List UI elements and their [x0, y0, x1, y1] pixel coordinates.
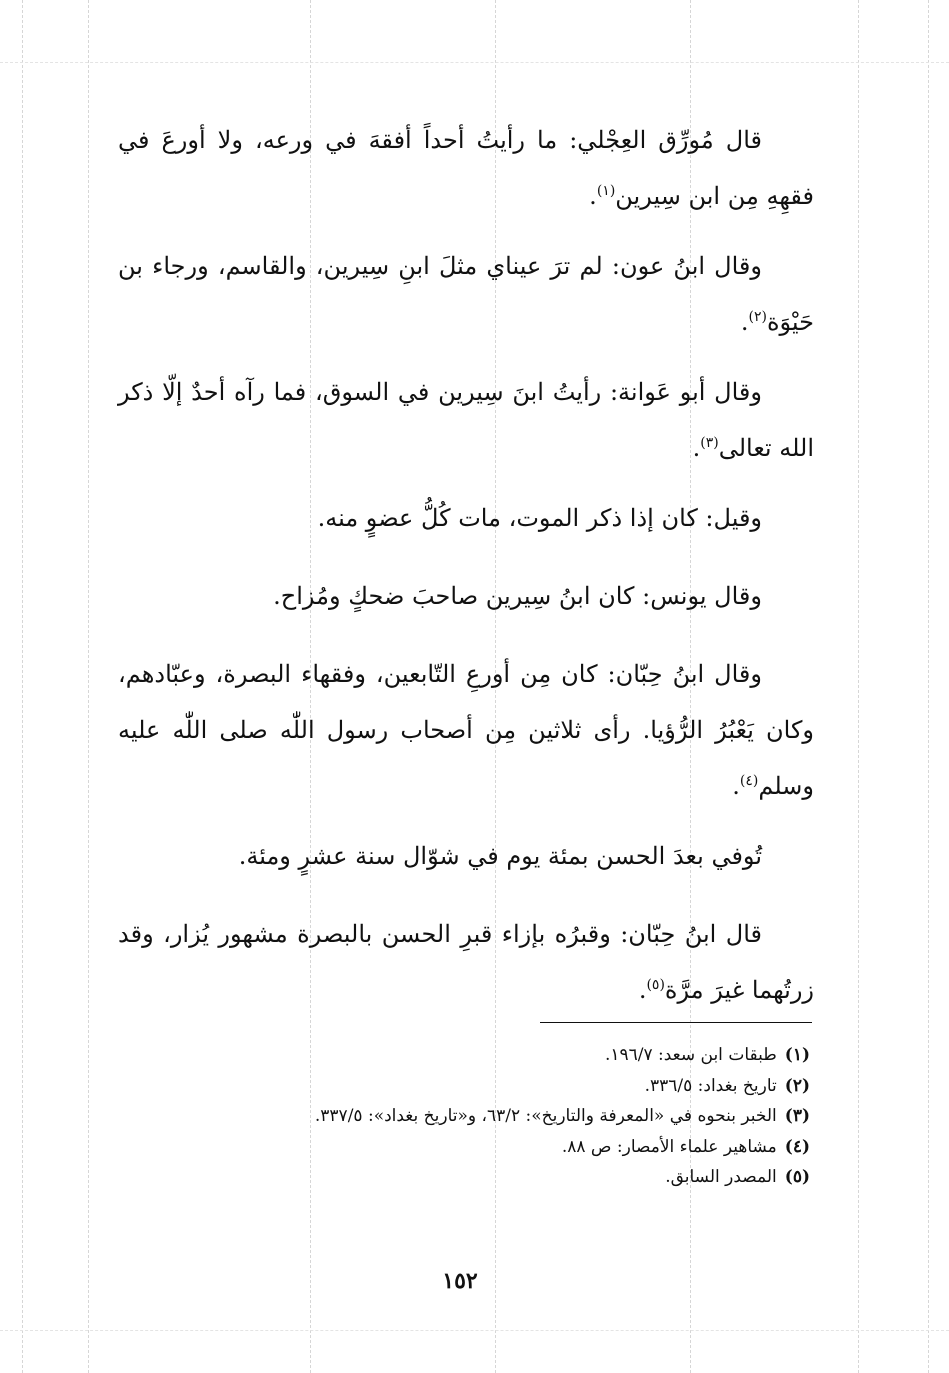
footnote-ref: (٤)	[739, 773, 759, 789]
paragraph: قال مُورِّق العِجْلي: ما رأيتُ أحداً أفقهَ في ورعه، ولا أورعَ في فقهِهِ مِن ابن سِيرين$^{(١)}$.	[118, 126, 814, 210]
scan-grid-line	[0, 1330, 949, 1331]
page-number: ١٥٢	[442, 1268, 478, 1294]
footnote-ref: (١)	[596, 183, 616, 199]
footnote: (٥)المصدر السابق.	[665, 1167, 810, 1187]
paragraph: وقال يونس: كان ابنُ سِيرين صاحبَ ضحكٍ ومُزاح.	[273, 582, 762, 610]
footnote-ref: (٢)	[748, 309, 767, 325]
scan-grid-line	[858, 0, 859, 1373]
footnote: (٤)مشاهير علماء الأمصار: ص ٨٨.	[561, 1136, 810, 1157]
footnote-divider	[540, 1022, 812, 1023]
scan-grid-line	[0, 62, 949, 63]
footnote-ref: (٣)	[700, 435, 719, 451]
scan-grid-line	[928, 0, 929, 1373]
main-text	[118, 112, 814, 1032]
scan-grid-line	[88, 0, 89, 1373]
footnote: (١)طبقات ابن سعد: ١٩٦/٧.	[604, 1045, 810, 1065]
paragraph: وقال ابنُ حِبّان: كان مِن أورعِ التّابعين، وفقهاء البصرة، وعبّادهم، وكان يَعْبُرُ الرُّؤيا. رأى ثلاثين مِن أصحاب رسول اللّٰه صلى اللّٰه عليه وسلم$^{(٤)}$.	[118, 660, 814, 800]
paragraph: وقيل: كان إذا ذكر الموت، مات كُلُّ عضوٍ منه.	[317, 504, 762, 532]
paragraph: قال ابنُ حِبّان: وقبرُه بإزاء قبرِ الحسن بالبصرة مشهور يُزار، وقد زرتُهما غيرَ مرَّة$^{(٥)}$.	[118, 920, 814, 1004]
scan-grid-line	[22, 0, 23, 1373]
footnote-ref: (٥)	[646, 977, 665, 993]
footnote: (٢)تاريخ بغداد: ٣٣٦/٥.	[644, 1075, 810, 1096]
paragraph: تُوفي بعدَ الحسن بمئة يوم في شوّال سنة عشرٍ ومئة.	[238, 842, 762, 870]
paragraph: وقال أبو عَوانة: رأيتُ ابنَ سِيرين في السوق، فما رآه أحدٌ إلّا ذكر الله تعالى$^{(٣)}$.	[118, 378, 814, 462]
paragraph: وقال ابنُ عون: لم ترَ عيناي مثلَ ابنِ سِيرين، والقاسم، ورجاء بن حَيْوَة$^{(٢)}$.	[118, 252, 814, 336]
footnotes	[180, 1040, 810, 1193]
footnote: (٣)الخبر بنحوه في «المعرفة والتاريخ»: ٦٣/٢، و«تاريخ بغداد»: ٣٣٧/٥.	[314, 1106, 810, 1126]
